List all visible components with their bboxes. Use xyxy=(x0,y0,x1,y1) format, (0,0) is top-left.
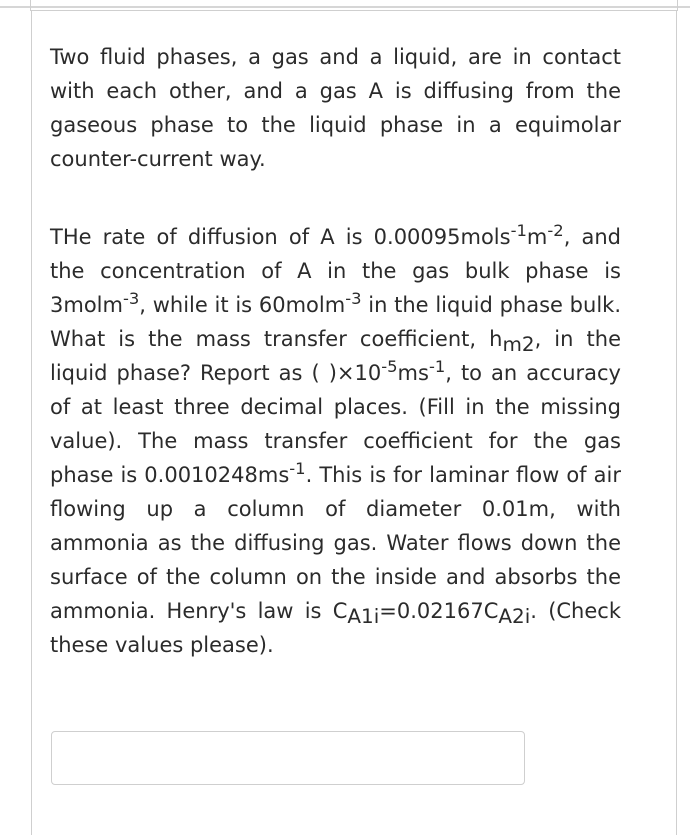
question-intro: Two fluid phases, a gas and a liquid, are in contact with each other, and a gas A is diffusing from the gaseous phase to the liquid phase in a equimolar counter-current way. xyxy=(50,45,621,171)
top-frame xyxy=(30,0,678,11)
question-body xyxy=(50,40,621,662)
right-border xyxy=(676,10,677,835)
left-border xyxy=(31,10,32,835)
question-details: THe rate of diffusion of A is $0.00095mols^{-1}m^{-2}$, and the concentration of A in the gas bulk phase is 3molm$^{-3}$, while it is 60molm$^{-3}$ in the liquid phase bulk. What is the mass transfer coefficient, $h_{m2}$, in the liquid phase? Report as ( )$\times 10^{-5}ms^{-1}$, to an accuracy of at least three decimal places. (Fill in the missing value). The mass transfer coefficient for the gas phase is $0.0010248ms^{-1}$. This is for laminar flow of air flowing up a column of diameter 0.01m, with ammonia as the diffusing gas. Water flows down the surface of the column on the inside and absorbs the ammonia. Henry's law is $C_{A1i}=0.02167C_{A2i}$. (Check these values please). xyxy=(50,220,622,657)
answer-input[interactable] xyxy=(51,731,525,785)
